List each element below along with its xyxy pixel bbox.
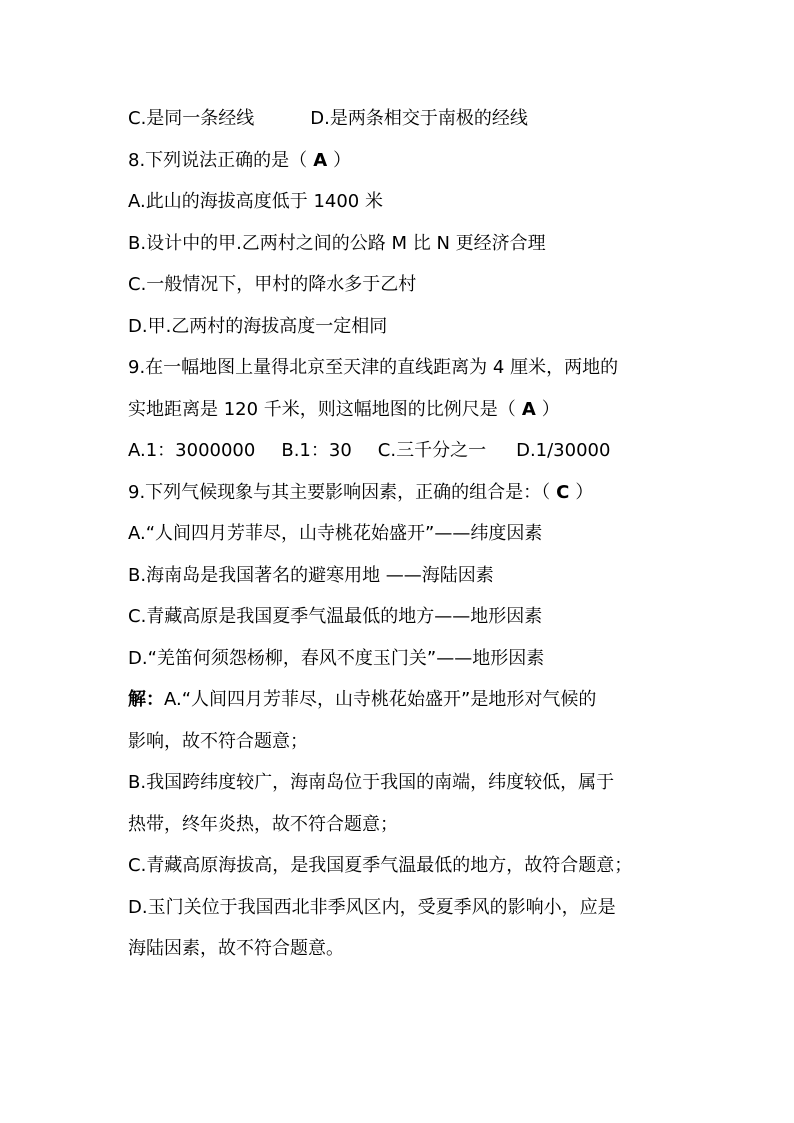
q9b-close: ） — [575, 481, 594, 503]
q9a-option-b: B.1：30 — [281, 440, 352, 461]
q9a-answer: A — [521, 398, 536, 420]
option-d: D.是两条相交于南极的经线 — [310, 108, 528, 129]
solution-c: C.青藏高原海拔高，是我国夏季气温最低的地方，故符合题意； — [128, 855, 633, 876]
solution-a-part2: 影响，故不符合题意； — [128, 730, 308, 752]
document-content — [128, 102, 673, 974]
solution-d-part2: 海陆因素，故不符合题意。 — [128, 938, 344, 959]
q9b-option-a: A.“人间四月芳菲尽，山寺桃花始盛开”——纬度因素 — [128, 523, 543, 544]
solution-b-part1: B.我国跨纬度较广，海南岛位于我国的南端，纬度较低，属于 — [128, 772, 615, 793]
q9a-close: ） — [541, 398, 560, 420]
q9b-option-b: B.海南岛是我国著名的避寒用地 ——海陆因素 — [128, 564, 494, 586]
q9a-options — [128, 434, 673, 476]
solution-label: 解： — [128, 689, 164, 710]
q8-stem — [128, 144, 673, 186]
q8-option-a: A.此山的海拔高度低于 1400 米 — [128, 191, 383, 212]
q9b-stem — [128, 476, 673, 518]
q8-option-c: C.一般情况下，甲村的降水多于乙村 — [128, 274, 417, 295]
q8-answer: A — [313, 149, 328, 171]
q8-question: 8.下列说法正确的是（ — [128, 149, 308, 171]
solution-d-part1: D.玉门关位于我国西北非季风区内，受夏季风的影响小，应是 — [128, 896, 616, 918]
q9a-stem-line2 — [128, 393, 673, 435]
q9a-option-a: A.1：3000000 — [128, 440, 256, 461]
q9b-answer: C — [556, 481, 570, 503]
q8-option-d: D.甲.乙两村的海拔高度一定相同 — [128, 315, 388, 337]
q8-option-b: B.设计中的甲.乙两村之间的公路 M 比 N 更经济合理 — [128, 232, 546, 254]
q9a-question: 实地距离是 120 千米，则这幅地图的比例尺是（ — [128, 398, 516, 420]
q7-options-cd — [128, 102, 673, 144]
q9b-option-d: D.“羌笛何须怨杨柳，春风不度玉门关”——地形因素 — [128, 647, 545, 669]
option-c: C.是同一条经线 — [128, 108, 255, 129]
q9b-option-c: C.青藏高原是我国夏季气温最低的地方——地形因素 — [128, 606, 543, 627]
solution-a-part1: A.“人间四月芳菲尽，山寺桃花始盛开”是地形对气候的 — [164, 689, 597, 710]
q8-close: ） — [333, 149, 352, 171]
q9a-option-d: D.1/30000 — [516, 440, 611, 461]
solution-b-part2: 热带，终年炎热，故不符合题意； — [128, 813, 398, 835]
solution-line-1 — [128, 683, 673, 725]
q9a-stem-line1: 9.在一幅地图上量得北京至天津的直线距离为 4 厘米，两地的 — [128, 357, 619, 378]
q9a-option-c: C.三千分之一 — [377, 440, 487, 461]
q9b-question: 9.下列气候现象与其主要影响因素，正确的组合是：（ — [128, 481, 551, 503]
